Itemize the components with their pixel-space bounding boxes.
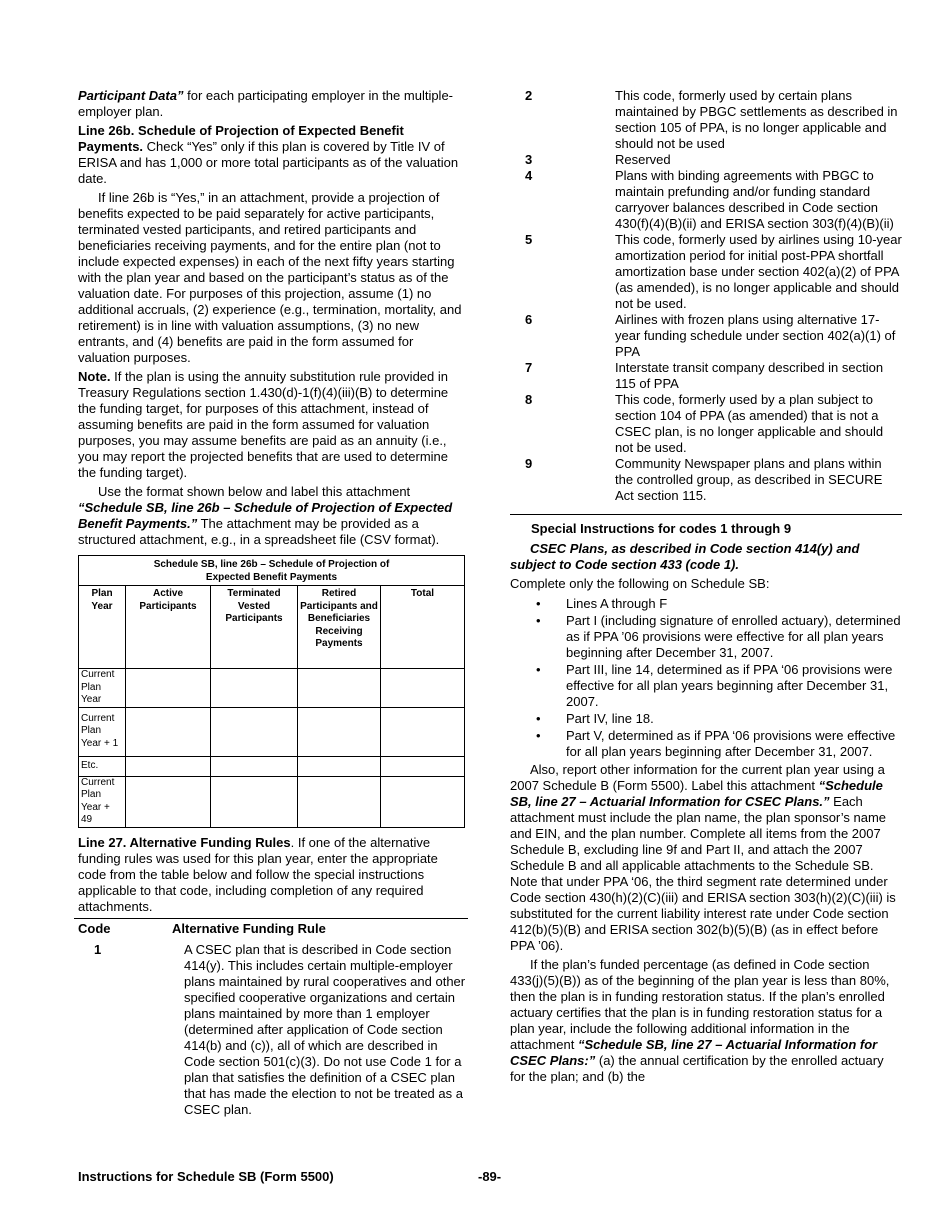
schedule-b-paragraph: Also, report other information for the current plan year using a 2007 Schedule B (Form 5500). Label this attachment “Schedule SB, line 27 – Actuarial Information for CSEC Plans.” Each attachment must include the plan name, the plan sponsor’s name and EIN, and the plan number. Complete all items from the 2007 Schedule B, excluding line 9f and Part II, and attach the 2007 Schedule B and all applicable attachments to the Schedule SB. Note that under PPA ‘06, the third segment rate determined under Code section 430(h)(2)(C)(iii) and ERISA section 303(h)(2)(C)(iii) is substituted for the current liability interest rate under Code section 412(b)(5)(B) and ERISA section 302(b)(5)(B) (as in effect before PPA ’06). <box>510 762 896 953</box>
table-row: Current Plan Year + 1 <box>79 707 465 756</box>
line-26b-paragraph: Line 26b. Schedule of Projection of Expected Benefit Payments. Check “Yes” only if this plan is covered by Title IV of ERISA and has 1,000 or more total participants as of the valuation date. <box>78 123 459 186</box>
special-instructions-heading: Special Instructions for codes 1 through 9 <box>531 521 792 536</box>
code-row: 6 Airlines with frozen plans using alternative 17-year funding schedule under section 402(a)(1) of PPA <box>525 312 896 359</box>
column-header: Retired Participants and Beneficiaries Receiving Payments <box>298 586 381 669</box>
line-26b-heading: Line 26b. Schedule of Projection of Expected Benefit Payments. <box>78 123 404 154</box>
line-27-paragraph: Line 27. Alternative Funding Rules. If one of the alternative funding rules was used for this plan year, enter the appropriate code from the table below and follow the special instructions applicable to that code, including completion of any required attachments. <box>78 834 438 914</box>
list-item: • Part I (including signature of enrolled actuary), determined as if PPA ’06 provisions were effective for all plan years beginning after December 31, 2007. <box>510 613 902 661</box>
column-header: Plan Year <box>79 586 126 669</box>
divider <box>510 514 902 515</box>
code-row: 9 Community Newspaper plans and plans within the controlled group, as described in SECURE Act section 115. <box>525 456 883 503</box>
column-header: Total <box>381 586 465 669</box>
code-row: 1 A CSEC plan that is described in Code section 414(y). This includes certain multiple-employer plans maintained by rural cooperatives and other specified cooperative organizations and certain plans maintained by more than 1 employer (determined after application of Code section 414(b) and (c)), all of which are described in Code section 501(c)(3). Do not use Code 1 for a plan that satisfies the definition of a CSEC plan that has made the election to not be treated as a CSEC plan. <box>94 941 466 1117</box>
list-item: • Part IV, line 18. <box>510 711 902 727</box>
column-header: Terminated Vested Participants <box>211 586 298 669</box>
code-row: 5 This code, formerly used by airlines using 10-year amortization period for initial post-PPA shortfall amortization base under section 402(a)(2) of PPA (as amended), is no longer applicable and should not be used. <box>525 232 902 311</box>
page-number: -89- <box>478 1169 502 1184</box>
code-row: 4 Plans with binding agreements with PBGC to maintain prefunding and/or funding standard carryover balances described in Code section 430(f)(4)(B)(ii) and ERISA section 303(f)(4)(B)(ii) <box>525 168 894 231</box>
projection-table-caption: Schedule SB, line 26b – Schedule of Projection of Expected Benefit Payments <box>79 556 465 586</box>
code-row: 3 Reserved <box>525 152 671 167</box>
table-row: Current Plan Year <box>79 669 465 708</box>
codes-table-header: Code Alternative Funding Rule <box>74 918 468 937</box>
list-item: • Lines A through F <box>510 596 902 612</box>
attachment-format-paragraph: Use the format shown below and label this attachment “Schedule SB, line 26b – Schedule of Projection of Expected Benefit Payments.” The attachment may be provided as a structured attachment, e.g., in a spreadsheet file (CSV format). <box>78 484 453 547</box>
footer-title: Instructions for Schedule SB (Form 5500) <box>78 1169 334 1184</box>
list-item: • Part III, line 14, determined as if PPA ‘06 provisions were effective for all plan years beginning after December 31, 2007. <box>510 662 902 710</box>
code-row: 8 This code, formerly used by a plan subject to section 104 of PPA (as amended) that is not a CSEC plan, is no longer applicable and should not be used. <box>525 392 884 455</box>
line-27-heading: Line 27. Alternative Funding Rules <box>78 834 291 850</box>
intro-paragraph: Participant Data” for each participating employer in the multiple-employer plan. <box>78 88 454 119</box>
funding-restoration-paragraph: If the plan’s funded percentage (as defined in Code section 433(j)(5)(B)) as of the beginning of the plan year is less than 80%, then the plan is in funding restoration status. If the plan’s enrolled actuary certifies that the plan is in funding restoration status for a plan year, include the following additional information in the attachment “Schedule SB, line 27 – Actuarial Information for CSEC Plans:” (a) the annual certification by the enrolled actuary for the plan; and (b) the <box>510 957 890 1084</box>
projection-table <box>78 555 465 828</box>
note-paragraph: Note. If the plan is using the annuity substitution rule provided in Treasury Regulations section 1.430(d)-1(f)(4)(iii)(B) to determine the funding target, for purposes of this attachment, instead of assuming benefits are paid in the form assumed for valuation purposes, you may assume benefits are paid as an annuity (i.e., you may report the projected benefits that are used to determine the funding target). <box>78 369 449 480</box>
projection-instructions: If line 26b is “Yes,” in an attachment, provide a projection of benefits expected to be paid separately for active participants, terminated vested participants, and retired participants and beneficiaries receiving payments, and for the entire plan (not to include expected expenses) in each of the next fifty years starting with the plan year and based on the participant’s status as of the valuation date. For purposes of this projection, assume (1) no additional accruals, (2) experience (e.g., termination, mortality, and retirement) is in line with valuation assumptions, (3) no new entrants, and (4) benefits are paid in the form assumed for valuation purposes. <box>78 190 462 365</box>
list-item: • Part V, determined as if PPA ‘06 provisions were effective for all plan years beginning after December 31, 2007. <box>510 728 902 760</box>
csec-heading: CSEC Plans, as described in Code section 414(y) and subject to Code section 433 (code 1). <box>510 541 860 572</box>
requirements-list <box>510 596 902 760</box>
right-column <box>510 88 902 1085</box>
table-row: Current Plan Year + 49 <box>79 776 465 827</box>
left-column <box>78 88 468 1118</box>
column-header: Active Participants <box>126 586 211 669</box>
complete-only-text: Complete only the following on Schedule SB: <box>510 576 770 591</box>
code-row: 2 This code, formerly used by certain plans maintained by PBGC settlements as described in section 105 of PPA, is no longer applicable and should not be used <box>525 88 898 151</box>
table-row: Etc. <box>79 756 465 776</box>
code-row: 7 Interstate transit company described in section 115 of PPA <box>525 360 884 391</box>
